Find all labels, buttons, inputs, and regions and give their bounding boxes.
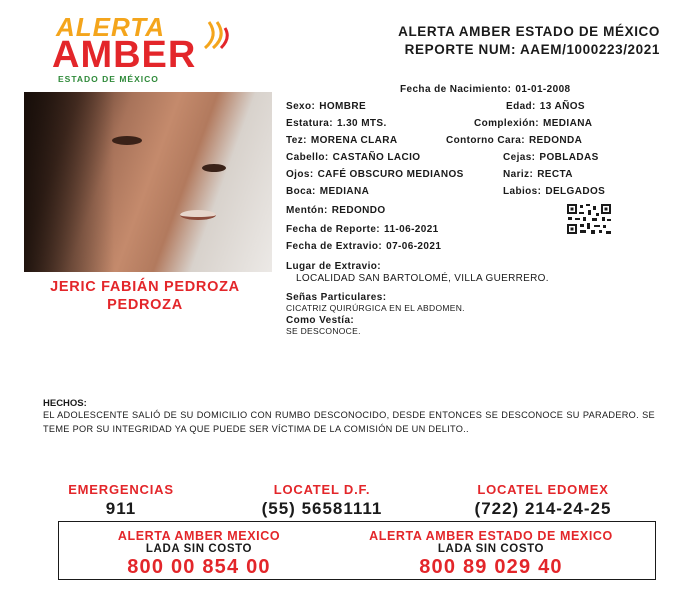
contact-locatel-df — [232, 482, 412, 519]
hotline-title: ALERTA AMBER MEXICO — [117, 529, 281, 543]
field-edad — [506, 101, 585, 112]
hotline-number: 800 00 854 00 — [127, 556, 271, 578]
field-label: Mentón: — [286, 205, 328, 216]
field-value: HOMBRE — [319, 101, 367, 112]
qr-code-icon — [566, 203, 612, 235]
field-label: Fecha de Extravio: — [286, 241, 383, 252]
field-fecha-reporte — [286, 224, 439, 235]
field-contorno — [446, 135, 582, 146]
field-value: 13 AÑOS — [539, 101, 586, 112]
wave-icon — [201, 18, 229, 52]
photo-mouth — [180, 210, 216, 220]
field-nariz — [503, 169, 573, 180]
hotline-mexico — [79, 529, 319, 579]
contact-label: LOCATEL D.F. — [273, 482, 371, 497]
field-senas-value: CICATRIZ QUIRÚRGICA EN EL ABDOMEN. — [286, 303, 465, 313]
contact-emergencias — [56, 482, 186, 519]
field-value: 07-06-2021 — [386, 241, 442, 252]
person-name-line2: PEDROZA — [107, 297, 183, 313]
field-label: Complexión: — [474, 118, 539, 129]
contact-number: (55) 56581111 — [261, 499, 383, 518]
field-labios — [503, 186, 605, 197]
field-label: Boca: — [286, 186, 316, 197]
hotline-subtitle: LADA SIN COSTO — [437, 543, 545, 555]
contact-number: 911 — [105, 499, 137, 518]
hotline-number: 800 89 029 40 — [419, 556, 563, 578]
field-menton — [286, 205, 386, 216]
field-sexo — [286, 101, 366, 112]
hotline-title: ALERTA AMBER ESTADO DE MEXICO — [369, 529, 613, 543]
field-lugar-value: LOCALIDAD SAN BARTOLOMÉ, VILLA GUERRERO. — [296, 273, 549, 284]
field-label: Sexo: — [286, 101, 316, 112]
field-lugar-label: Lugar de Extravio: — [286, 261, 381, 272]
field-value: CAFÉ OBSCURO MEDIANOS — [317, 169, 464, 180]
field-value: DELGADOS — [545, 186, 606, 197]
contact-label: EMERGENCIAS — [68, 482, 174, 497]
field-label: Cabello: — [286, 152, 329, 163]
field-nacimiento — [400, 84, 571, 95]
hotline-subtitle: LADA SIN COSTO — [145, 543, 253, 555]
field-value: CASTAÑO LACIO — [332, 152, 421, 163]
field-label: Fecha de Reporte: — [286, 224, 381, 235]
field-label: Labios: — [503, 186, 542, 197]
report-number: REPORTE NUM: AAEM/1000223/2021 — [404, 42, 660, 57]
hechos-label: HECHOS: — [43, 398, 87, 409]
photo-shadow — [24, 92, 114, 272]
field-value: MEDIANA — [542, 118, 593, 129]
person-name-line1: JERIC FABIÁN PEDROZA — [50, 279, 240, 295]
person-name — [10, 278, 280, 314]
field-value: 01-01-2008 — [515, 84, 571, 95]
field-cejas — [503, 152, 599, 163]
field-senas-label: Señas Particulares: — [286, 292, 387, 303]
field-label: Cejas: — [503, 152, 536, 163]
field-label: Estatura: — [286, 118, 333, 129]
field-complexion — [474, 118, 592, 129]
logo-alerta-text: ALERTA — [56, 12, 166, 42]
logo-estado-text: ESTADO DE MÉXICO — [58, 74, 159, 84]
hechos-text: EL ADOLESCENTE SALIÓ DE SU DOMICILIO CON RUMBO DESCONOCIDO, DESDE ENTONCES SE DESCONOCE SU PARADERO. SE TEME POR SU INTEGRIDAD YA QUE PUEDE SER VÍCTIMA DE LA COMISIÓN DE UN DELITO.. — [43, 410, 655, 434]
contact-locatel-edomex — [448, 482, 638, 519]
photo-eye — [202, 164, 226, 172]
contact-number: (722) 214-24-25 — [474, 499, 612, 518]
missing-person-photo — [24, 92, 272, 272]
field-vestia-value: SE DESCONOCE. — [286, 326, 361, 336]
field-value: REDONDA — [528, 135, 583, 146]
logo-amber-text: AMBER — [52, 34, 197, 76]
field-value: 11-06-2021 — [384, 224, 439, 235]
field-label: Nariz: — [503, 169, 534, 180]
field-value: RECTA — [537, 169, 573, 180]
photo-eye — [112, 136, 142, 145]
field-ojos — [286, 169, 464, 180]
field-label: Contorno Cara: — [446, 135, 525, 146]
field-estatura — [286, 118, 387, 129]
field-vestia-label: Como Vestía: — [286, 315, 355, 326]
field-tez — [286, 135, 398, 146]
field-label: Ojos: — [286, 169, 314, 180]
field-fecha-extravio — [286, 241, 441, 252]
hotlines-box — [58, 521, 656, 580]
field-label: Fecha de Nacimiento: — [400, 84, 512, 95]
hotline-edomex — [341, 529, 641, 579]
field-label: Edad: — [506, 101, 536, 112]
contact-label: LOCATEL EDOMEX — [477, 482, 609, 497]
field-value: 1.30 MTS. — [336, 118, 387, 129]
field-value: MORENA CLARA — [310, 135, 398, 146]
field-label: Tez: — [286, 135, 307, 146]
header-title: ALERTA AMBER ESTADO DE MÉXICO — [398, 24, 660, 39]
alerta-amber-logo — [44, 12, 224, 82]
field-value: POBLADAS — [539, 152, 599, 163]
field-boca — [286, 186, 369, 197]
field-cabello — [286, 152, 420, 163]
field-value: REDONDO — [331, 205, 386, 216]
field-value: MEDIANA — [319, 186, 370, 197]
